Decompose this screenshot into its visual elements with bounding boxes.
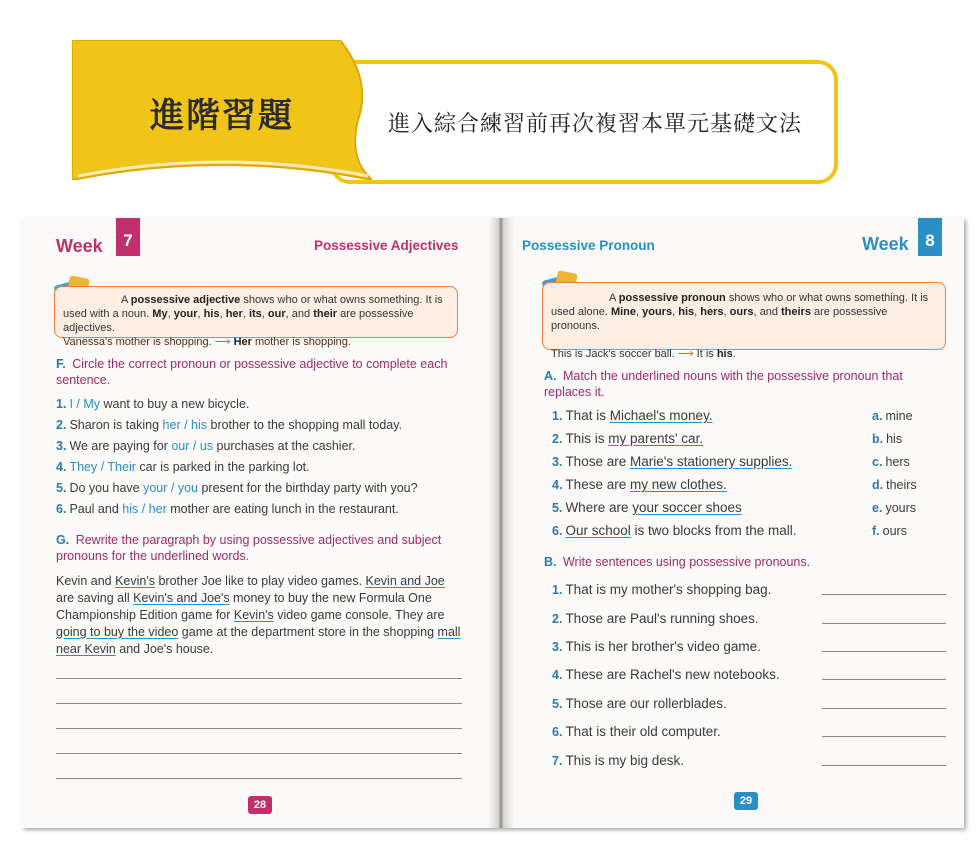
list-item: 1. I / My want to buy a new bicycle. [56, 397, 250, 411]
list-item: 3. This is her brother's video game. [552, 639, 761, 654]
rule-box: A possessive pronoun shows who or what owns something. It is used alone. Mine, yours, his, hers, ours, and theirs are possessive pronouns. This is Jack's soccer ball. ⟶ It is his. [542, 282, 946, 350]
answer-line[interactable] [822, 708, 946, 709]
match-item: 1. That is Michael's money. [552, 408, 713, 423]
list-item: 4. They / Their car is parked in the parking lot. [56, 460, 310, 474]
answer-line[interactable] [822, 736, 946, 737]
instruction-f: F. Circle the correct pronoun or possessive adjective to complete each sentence. [56, 357, 448, 387]
workbook-spread [22, 218, 964, 828]
rule-example: This is Jack's soccer ball. [551, 348, 675, 360]
right-page [514, 218, 964, 828]
week-number-badge: 8 [918, 218, 942, 256]
answer-line[interactable] [56, 678, 462, 679]
week-label: Week [56, 236, 103, 256]
banner-title: 進階習題 [150, 96, 294, 136]
match-item: 5. Where are your soccer shoes [552, 500, 742, 515]
list-item: 4. These are Rachel's new notebooks. [552, 667, 780, 682]
match-item: 2. This is my parents' car. [552, 431, 704, 446]
instruction-b: B. Write sentences using possessive pronouns. [544, 555, 811, 569]
answer-line[interactable] [56, 728, 462, 729]
week-label: Week [862, 234, 909, 254]
answer-line[interactable] [56, 703, 462, 704]
match-option: e. yours [872, 501, 917, 515]
answer-line[interactable] [822, 765, 946, 766]
list-item: 6. Paul and his / her mother are eating lunch in the restaurant. [56, 502, 399, 516]
answer-line[interactable] [822, 679, 946, 680]
list-item: 3. We are paying for our / us purchases at the cashier. [56, 439, 356, 453]
list-item: 6. That is their old computer. [552, 724, 721, 739]
banner-subtitle: 進入綜合練習前再次複習本單元基礎文法 [388, 112, 803, 137]
list-item: 5. Do you have your / you present for the birthday party with you? [56, 481, 418, 495]
book-gutter [488, 218, 514, 828]
answer-line[interactable] [822, 651, 946, 652]
paragraph: Kevin and Kevin's brother Joe like to play video games. Kevin and Joe are saving all Kevin's and Joe's money to buy the new Formula One Championship Edition game for Kevin's video game console. They are going to buy the video game at the department store in the shopping mall near Kevin and Joe's house. [56, 574, 461, 656]
match-item: 6. Our school is two blocks from the mall. [552, 523, 797, 538]
list-item: 1. That is my mother's shopping bag. [552, 582, 772, 597]
week-number-badge: 7 [116, 218, 140, 256]
match-option: f. ours [872, 524, 907, 538]
match-option: b. his [872, 432, 903, 446]
instruction-g: G. Rewrite the paragraph by using possessive adjectives and subject pronouns for the underlined words. [56, 533, 442, 563]
left-page [22, 218, 488, 828]
list-item: 2. Sharon is taking her / his brother to the shopping mall today. [56, 418, 403, 432]
list-item: 5. Those are our rollerblades. [552, 696, 727, 711]
rule-example: Vanessa's mother is shopping. [63, 336, 212, 348]
answer-line[interactable] [56, 778, 462, 779]
match-option: c. hers [872, 455, 910, 469]
list-item: 2. Those are Paul's running shoes. [552, 611, 759, 626]
match-option: a. mine [872, 409, 913, 423]
page-number: 28 [248, 796, 272, 814]
match-item: 4. These are my new clothes. [552, 477, 727, 492]
list-item: 7. This is my big desk. [552, 753, 684, 768]
answer-line[interactable] [822, 623, 946, 624]
match-item: 3. Those are Marie's stationery supplies. [552, 454, 793, 469]
rule-box: A possessive adjective shows who or what owns something. It is used with a noun. My, your, his, her, its, our, and their are possessive adjectives. Vanessa's mother is shopping. ⟶ Her mother is shopping. [54, 286, 458, 338]
page-heading: Possessive Adjectives [314, 238, 459, 253]
answer-line[interactable] [56, 753, 462, 754]
match-option: d. theirs [872, 478, 917, 492]
page-heading: Possessive Pronoun [522, 238, 655, 253]
instruction-a: A. Match the underlined nouns with the possessive pronoun that replaces it. [544, 369, 903, 399]
page-number: 29 [734, 792, 758, 810]
answer-line[interactable] [822, 594, 946, 595]
